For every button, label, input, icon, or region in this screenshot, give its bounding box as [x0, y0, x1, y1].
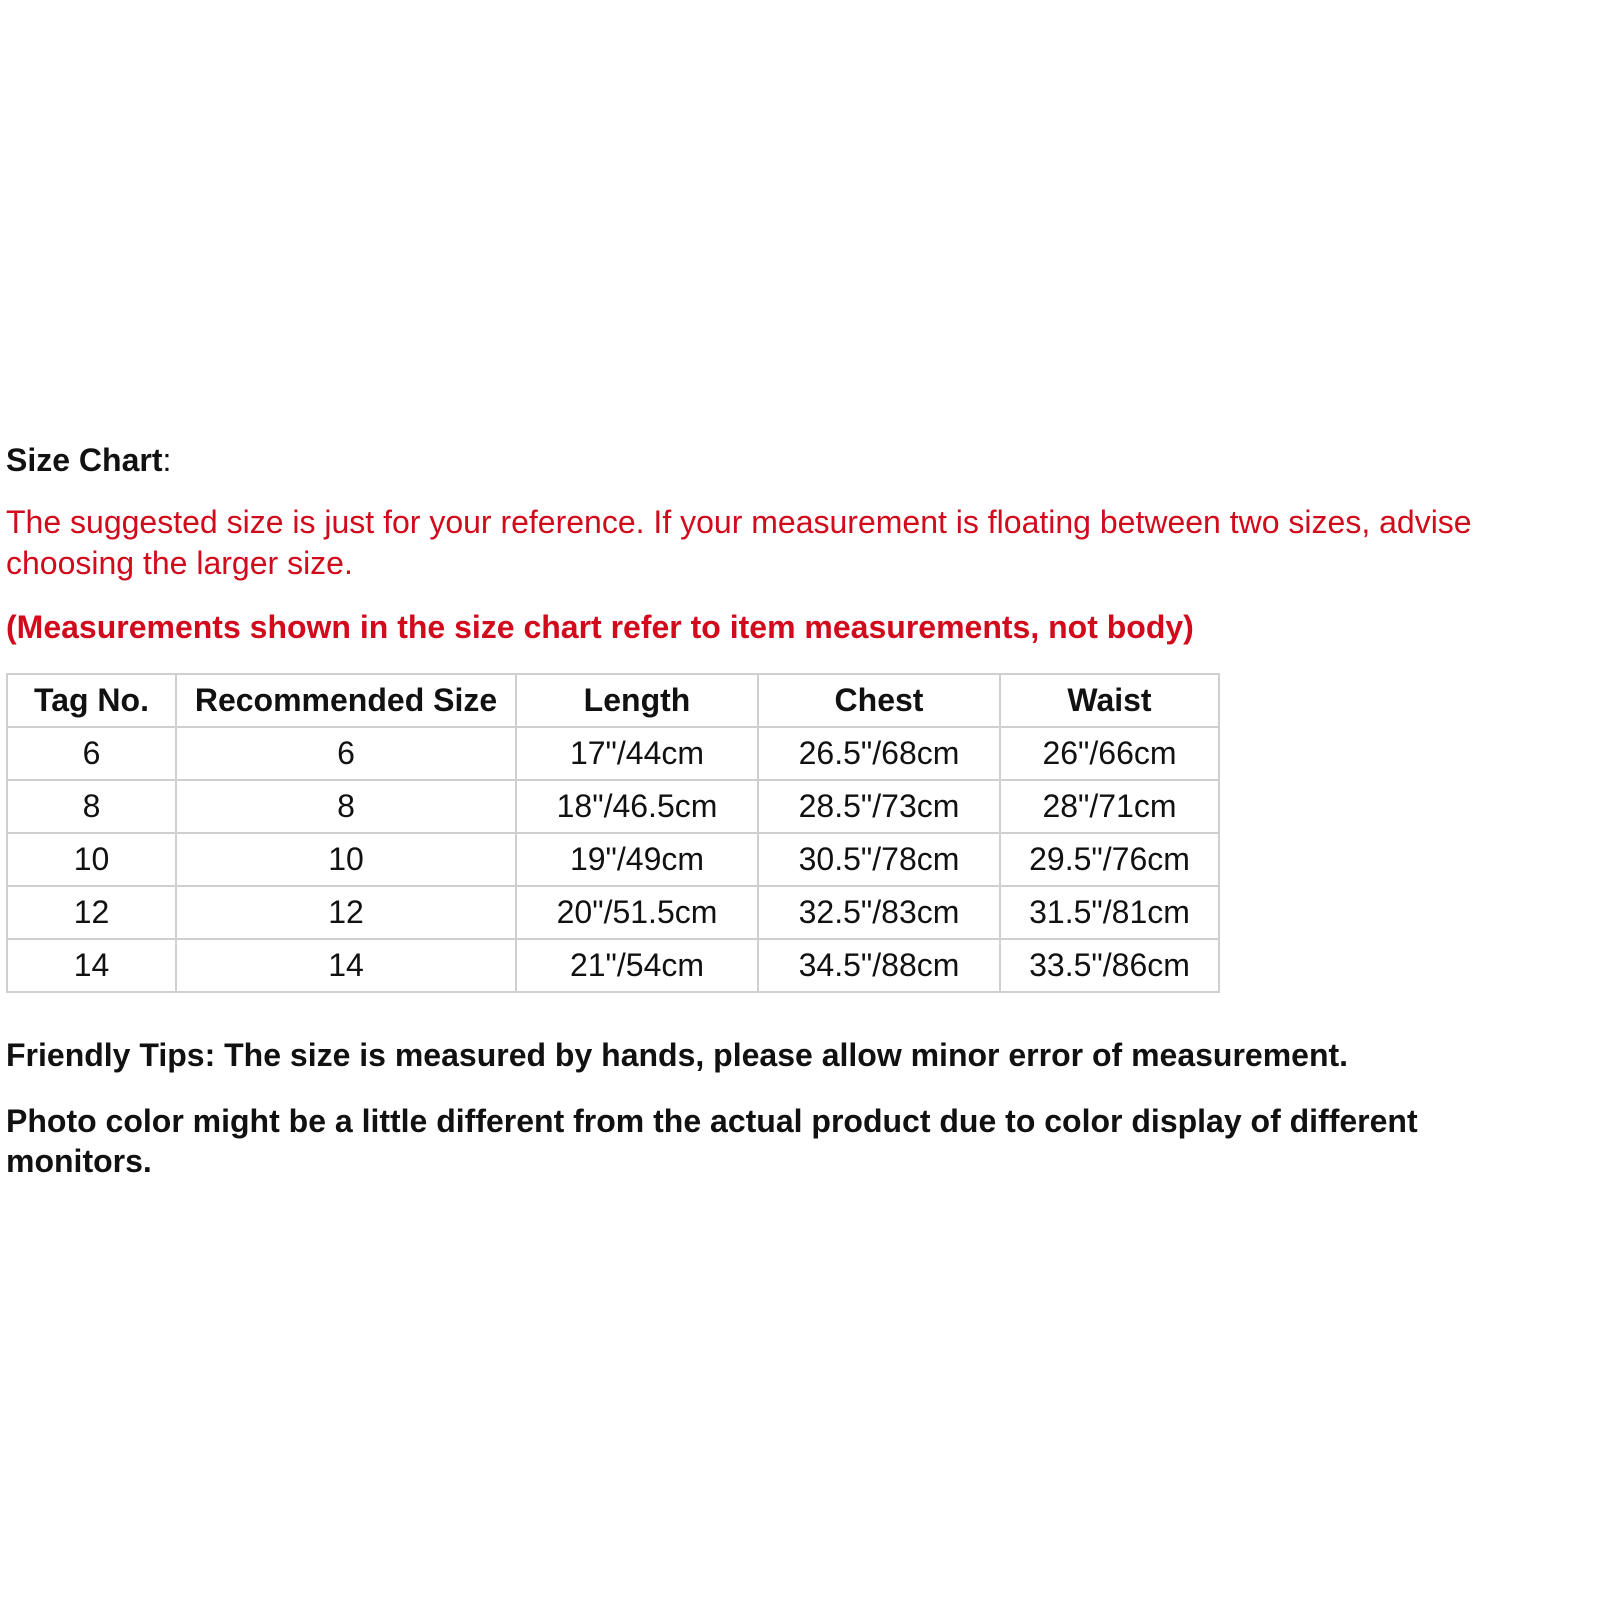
table-row: [7, 833, 1219, 886]
cell-chest: 34.5"/88cm: [758, 939, 1000, 992]
cell-waist: 33.5"/86cm: [1000, 939, 1219, 992]
table-row: [7, 886, 1219, 939]
cell-recommended-size: 12: [176, 886, 516, 939]
cell-tag-no: 14: [7, 939, 176, 992]
cell-length: 19"/49cm: [516, 833, 758, 886]
size-chart-section: [6, 440, 1591, 1181]
title-text: Size Chart: [6, 442, 163, 478]
title-colon: :: [162, 442, 172, 478]
cell-length: 18"/46.5cm: [516, 780, 758, 833]
header-chest: Chest: [758, 674, 1000, 727]
table-row: [7, 780, 1219, 833]
table-header-row: [7, 674, 1219, 727]
cell-recommended-size: 8: [176, 780, 516, 833]
cell-tag-no: 10: [7, 833, 176, 886]
page-title: [6, 440, 1591, 480]
cell-tag-no: 8: [7, 780, 176, 833]
cell-chest: 28.5"/73cm: [758, 780, 1000, 833]
cell-length: 21"/54cm: [516, 939, 758, 992]
cell-chest: 26.5"/68cm: [758, 727, 1000, 780]
cell-recommended-size: 6: [176, 727, 516, 780]
header-recommended-size: Recommended Size: [176, 674, 516, 727]
table-row: [7, 727, 1219, 780]
table-row: [7, 939, 1219, 992]
cell-recommended-size: 10: [176, 833, 516, 886]
cell-length: 17"/44cm: [516, 727, 758, 780]
photo-color-tip: Photo color might be a little different from the actual product due to color display of different monitors.: [6, 1103, 1418, 1179]
cell-waist: 31.5"/81cm: [1000, 886, 1219, 939]
header-waist: Waist: [1000, 674, 1219, 727]
size-table: [6, 673, 1220, 993]
friendly-tips: Friendly Tips: The size is measured by hands, please allow minor error of measurement.: [6, 1037, 1349, 1073]
cell-waist: 26"/66cm: [1000, 727, 1219, 780]
header-tag-no: Tag No.: [7, 674, 176, 727]
cell-chest: 30.5"/78cm: [758, 833, 1000, 886]
cell-waist: 28"/71cm: [1000, 780, 1219, 833]
measurement-note: (Measurements shown in the size chart refer to item measurements, not body): [6, 609, 1194, 645]
cell-tag-no: 6: [7, 727, 176, 780]
cell-tag-no: 12: [7, 886, 176, 939]
cell-waist: 29.5"/76cm: [1000, 833, 1219, 886]
suggested-size-note: The suggested size is just for your reference. If your measurement is floating between two sizes, advise choosing the larger size.: [6, 504, 1472, 581]
cell-length: 20"/51.5cm: [516, 886, 758, 939]
cell-recommended-size: 14: [176, 939, 516, 992]
cell-chest: 32.5"/83cm: [758, 886, 1000, 939]
header-length: Length: [516, 674, 758, 727]
